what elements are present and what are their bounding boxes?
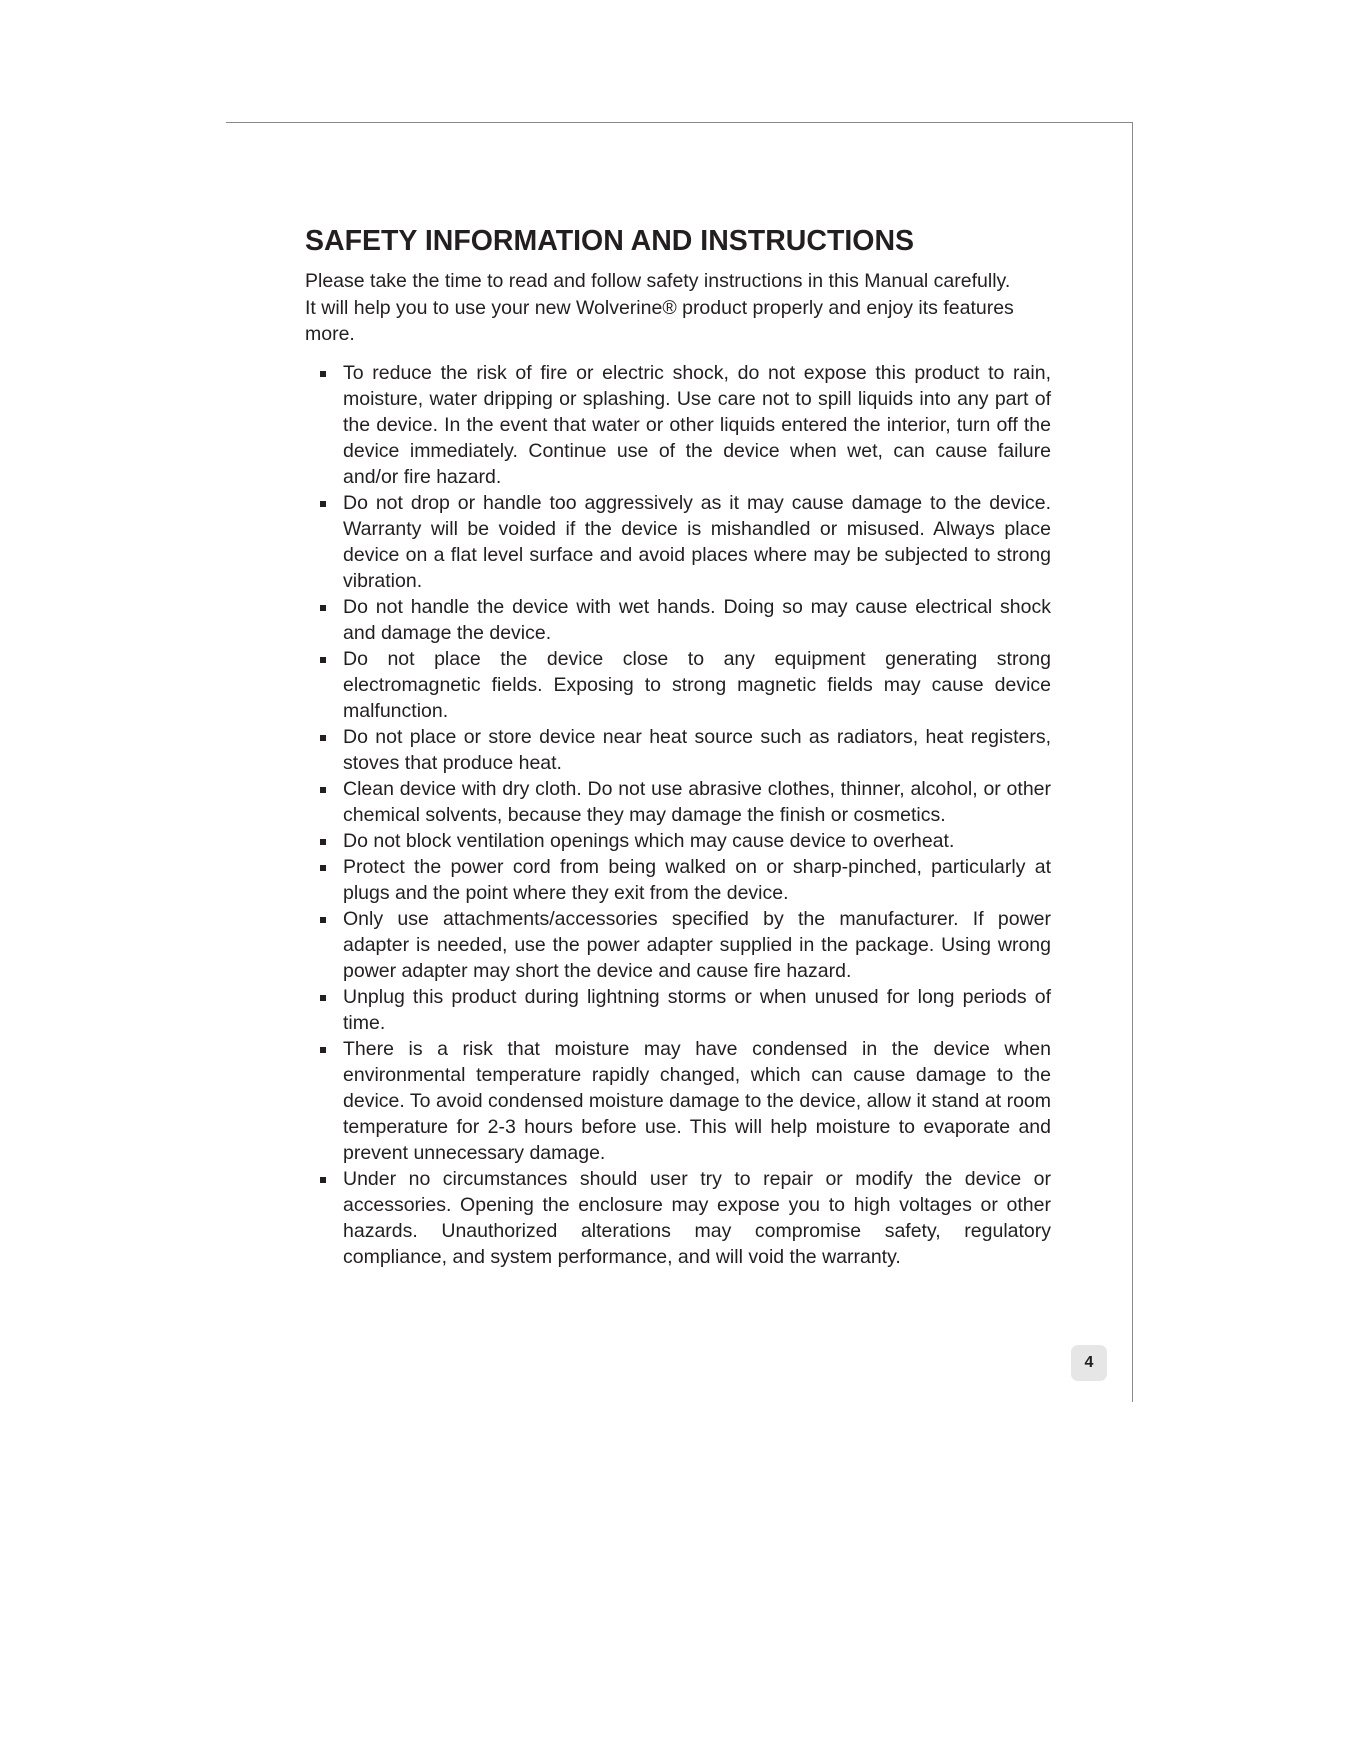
bullet-icon [320, 501, 326, 507]
safety-item-text: Unplug this product during lightning storms or when unused for long periods of time. [343, 985, 1051, 1034]
safety-item [305, 984, 1051, 1036]
safety-item-text: There is a risk that moisture may have condensed in the device when environmental temperature rapidly changed, which can cause damage to the device. To avoid condensed moisture damage to the device, allow it stand at room temperature for 2-3 hours before use. This will help moisture to evaporate and prevent unnecessary damage. [343, 1037, 1051, 1164]
safety-item [305, 360, 1051, 490]
safety-item-text: Do not place the device close to any equipment generating strong electromagnetic fields. Exposing to strong magnetic fields may cause device malfunction. [343, 647, 1051, 722]
safety-item [305, 1036, 1051, 1166]
safety-item [305, 724, 1051, 776]
bullet-icon [320, 787, 326, 793]
safety-item-text: Only use attachments/accessories specified by the manufacturer. If power adapter is needed, use the power adapter supplied in the package. Using wrong power adapter may short the device and cause fire hazard. [343, 907, 1051, 982]
safety-item-text: Do not place or store device near heat source such as radiators, heat registers, stoves that produce heat. [343, 725, 1051, 774]
top-rule [226, 122, 1133, 123]
bullet-icon [320, 1177, 326, 1183]
safety-item [305, 828, 1051, 854]
bullet-icon [320, 371, 326, 377]
intro-paragraph: Please take the time to read and follow safety instructions in this Manual carefully. It will help you to use your new Wolverine® product properly and enjoy its features more. [305, 270, 1014, 345]
safety-item [305, 854, 1051, 906]
bullet-icon [320, 1047, 326, 1053]
bullet-icon [320, 605, 326, 611]
page-number: 4 [1071, 1345, 1107, 1381]
safety-item-text: To reduce the risk of fire or electric shock, do not expose this product to rain, moisture, water dripping or splashing. Use care not to spill liquids into any part of the device. In the event that water or other liquids entered the interior, turn off the device immediately. Continue use of the device when wet, can cause failure and/or fire hazard. [343, 361, 1051, 488]
safety-item-text: Protect the power cord from being walked on or sharp-pinched, particularly at plugs and the point where they exit from the device. [343, 855, 1051, 904]
safety-item-text: Do not drop or handle too aggressively as it may cause damage to the device. Warranty will be voided if the device is mishandled or misused. Always place device on a flat level surface and avoid places where may be subjected to strong vibration. [343, 491, 1051, 592]
page-content [305, 224, 1051, 1270]
bullet-icon [320, 995, 326, 1001]
side-rule [1132, 122, 1133, 1402]
bullet-icon [320, 839, 326, 845]
safety-item [305, 776, 1051, 828]
safety-list [305, 360, 1051, 1270]
safety-item-text: Do not handle the device with wet hands. Doing so may cause electrical shock and damage the device. [343, 595, 1051, 644]
safety-item [305, 594, 1051, 646]
bullet-icon [320, 657, 326, 663]
bullet-icon [320, 735, 326, 741]
bullet-icon [320, 917, 326, 923]
safety-item-text: Clean device with dry cloth. Do not use abrasive clothes, thinner, alcohol, or other chemical solvents, because they may damage the finish or cosmetics. [343, 777, 1051, 826]
safety-item-text: Under no circumstances should user try to repair or modify the device or accessories. Opening the enclosure may expose you to high voltages or other hazards. Unauthorized alterations may compromise safety, regulatory compliance, and system performance, and will void the warranty. [343, 1167, 1051, 1268]
safety-item [305, 646, 1051, 724]
page-title: SAFETY INFORMATION AND INSTRUCTIONS [305, 225, 915, 257]
safety-item [305, 906, 1051, 984]
safety-item [305, 1166, 1051, 1270]
bullet-icon [320, 865, 326, 871]
safety-item-text: Do not block ventilation openings which may cause device to overheat. [343, 829, 955, 852]
safety-item [305, 490, 1051, 594]
